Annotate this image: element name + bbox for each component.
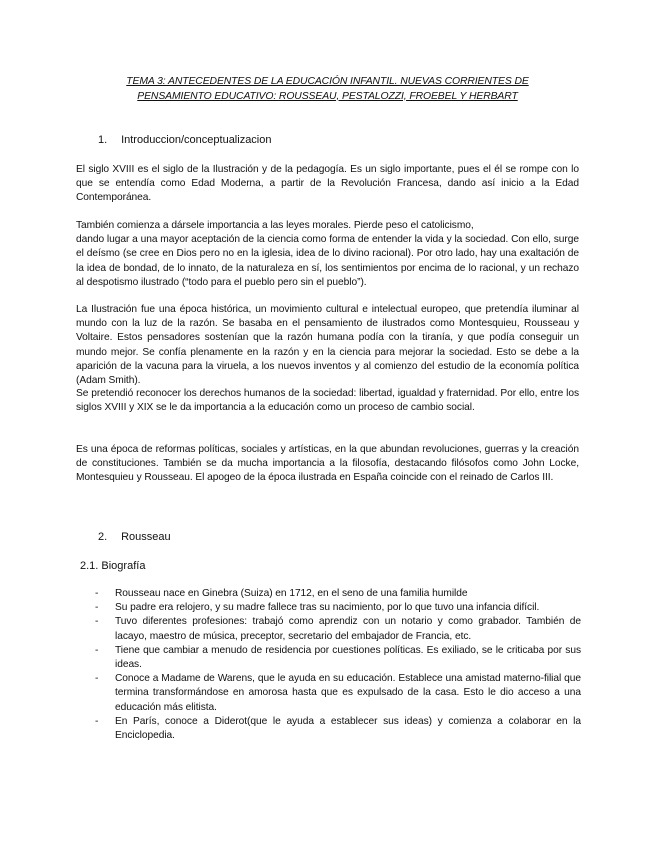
list-item	[95, 615, 581, 643]
list-item-text: Tiene que cambiar a menudo de residencia por cuestiones políticas. Es exiliado, se le criticaba por sus ideas.	[115, 644, 581, 671]
biography-list	[95, 587, 581, 743]
list-item-text: En París, conoce a Diderot(que le ayuda a establecer sus ideas) y comienza a colaborar en la Enciclopedia.	[115, 715, 581, 742]
subsection-heading: 2.1. Biografía	[80, 560, 146, 572]
list-item	[95, 601, 581, 615]
list-item	[95, 715, 581, 743]
section-1-heading	[98, 133, 272, 147]
paragraph-5: Es una época de reformas políticas, sociales y artísticas, en la que abundan revoluciones, guerras y la creación de constituciones. También se da mucha importancia a la filosofía, destacando filósofos como John Locke, Montesquieu y Rousseau. El apogeo de la época ilustrada en España coincide con el reinado de Carlos III.	[76, 444, 579, 484]
list-item-text: Su padre era relojero, y su madre fallece tras su nacimiento, por lo que tuvo una infancia difícil.	[115, 602, 540, 614]
list-item	[95, 644, 581, 672]
list-item-text: Rousseau nace en Ginebra (Suiza) en 1712, en el seno de una familia humilde	[115, 588, 468, 599]
list-item	[95, 672, 581, 715]
paragraph-2	[76, 219, 579, 290]
bullet-marker: -	[95, 602, 99, 614]
paragraph-3: La Ilustración fue una época histórica, un movimiento cultural e intelectual europeo, que pretendía iluminar al mundo con la luz de la razón. Se basaba en el pensamiento de ilustrados como Montesquieu, Rousseau y Voltaire. Estos pensadores sostenían que la razón humana podía con la tiranía, y que podía conseguir un mundo mejor. Se confía plenamente en la razón y en la ciencia para mejorar la sociedad. Esto se debe a la aparición de la vacuna para la viruela, a los nuevos inventos y al comienzo del estudio de la economía política (Adam Smith).	[76, 304, 579, 387]
title-line-1: TEMA 3: ANTECEDENTES DE LA EDUCACIÓN INFANTIL. NUEVAS CORRIENTES DE	[126, 76, 529, 87]
section-2-heading	[98, 530, 171, 544]
section-2-label: Rousseau	[121, 531, 171, 543]
list-item-text: Tuvo diferentes profesiones: trabajó como aprendiz con un notario y como grabador. También de lacayo, maestro de música, preceptor, secretario del embajador de Francia, etc.	[115, 616, 581, 642]
bullet-marker: -	[95, 588, 99, 599]
section-2-number: 2.	[98, 531, 108, 543]
list-item	[95, 587, 581, 601]
paragraph-2-body: dando lugar a una mayor aceptación de la ciencia como forma de entender la vida y la sociedad. Con ello, surge el deísmo (se cree en Dios pero no en la iglesia, idea de lo divino racional). Por otro lado, hay una exaltación de la idea de bondad, de lo innato, de la naturaleza en sí, los sentimientos por encima de lo racional, y un rechazo al despotismo ilustrado (“todo para el pueblo pero sin el pueblo”).	[76, 234, 579, 288]
bullet-marker: -	[95, 644, 99, 656]
section-1-label: Introduccion/conceptualizacion	[121, 134, 272, 146]
list-item-text: Conoce a Madame de Warens, que le ayuda en su educación. Establece una amistad materno-filial que termina transformándose en amorosa hasta que es expulsado de la casa. Esto le dio acceso a una educación más elitista.	[115, 673, 581, 713]
title-line-2: PENSAMIENTO EDUCATIVO: ROUSSEAU, PESTALOZZI, FROEBEL Y HERBART	[137, 90, 518, 102]
paragraph-1: El siglo XVIII es el siglo de la Ilustración y de la pedagogía. Es un siglo importante, pues el él se rompe con lo que se entendía como Edad Moderna, a partir de la Revolución Francesa, dando así inicio a la Edad Contemporánea.	[76, 164, 579, 204]
document-title	[100, 75, 555, 104]
bullet-marker: -	[95, 673, 99, 685]
bullet-marker: -	[95, 715, 99, 727]
paragraph-2-first-line: También comienza a dársele importancia a las leyes morales. Pierde peso el catolicismo,	[76, 220, 474, 231]
paragraph-4: Se pretendió reconocer los derechos humanos de la sociedad: libertad, igualdad y fraternidad. Por ello, entre los siglos XVIII y XIX se le da importancia a la educación como un proceso de cambio social.	[76, 388, 579, 414]
section-1-number: 1.	[98, 134, 108, 146]
bullet-marker: -	[95, 616, 99, 628]
